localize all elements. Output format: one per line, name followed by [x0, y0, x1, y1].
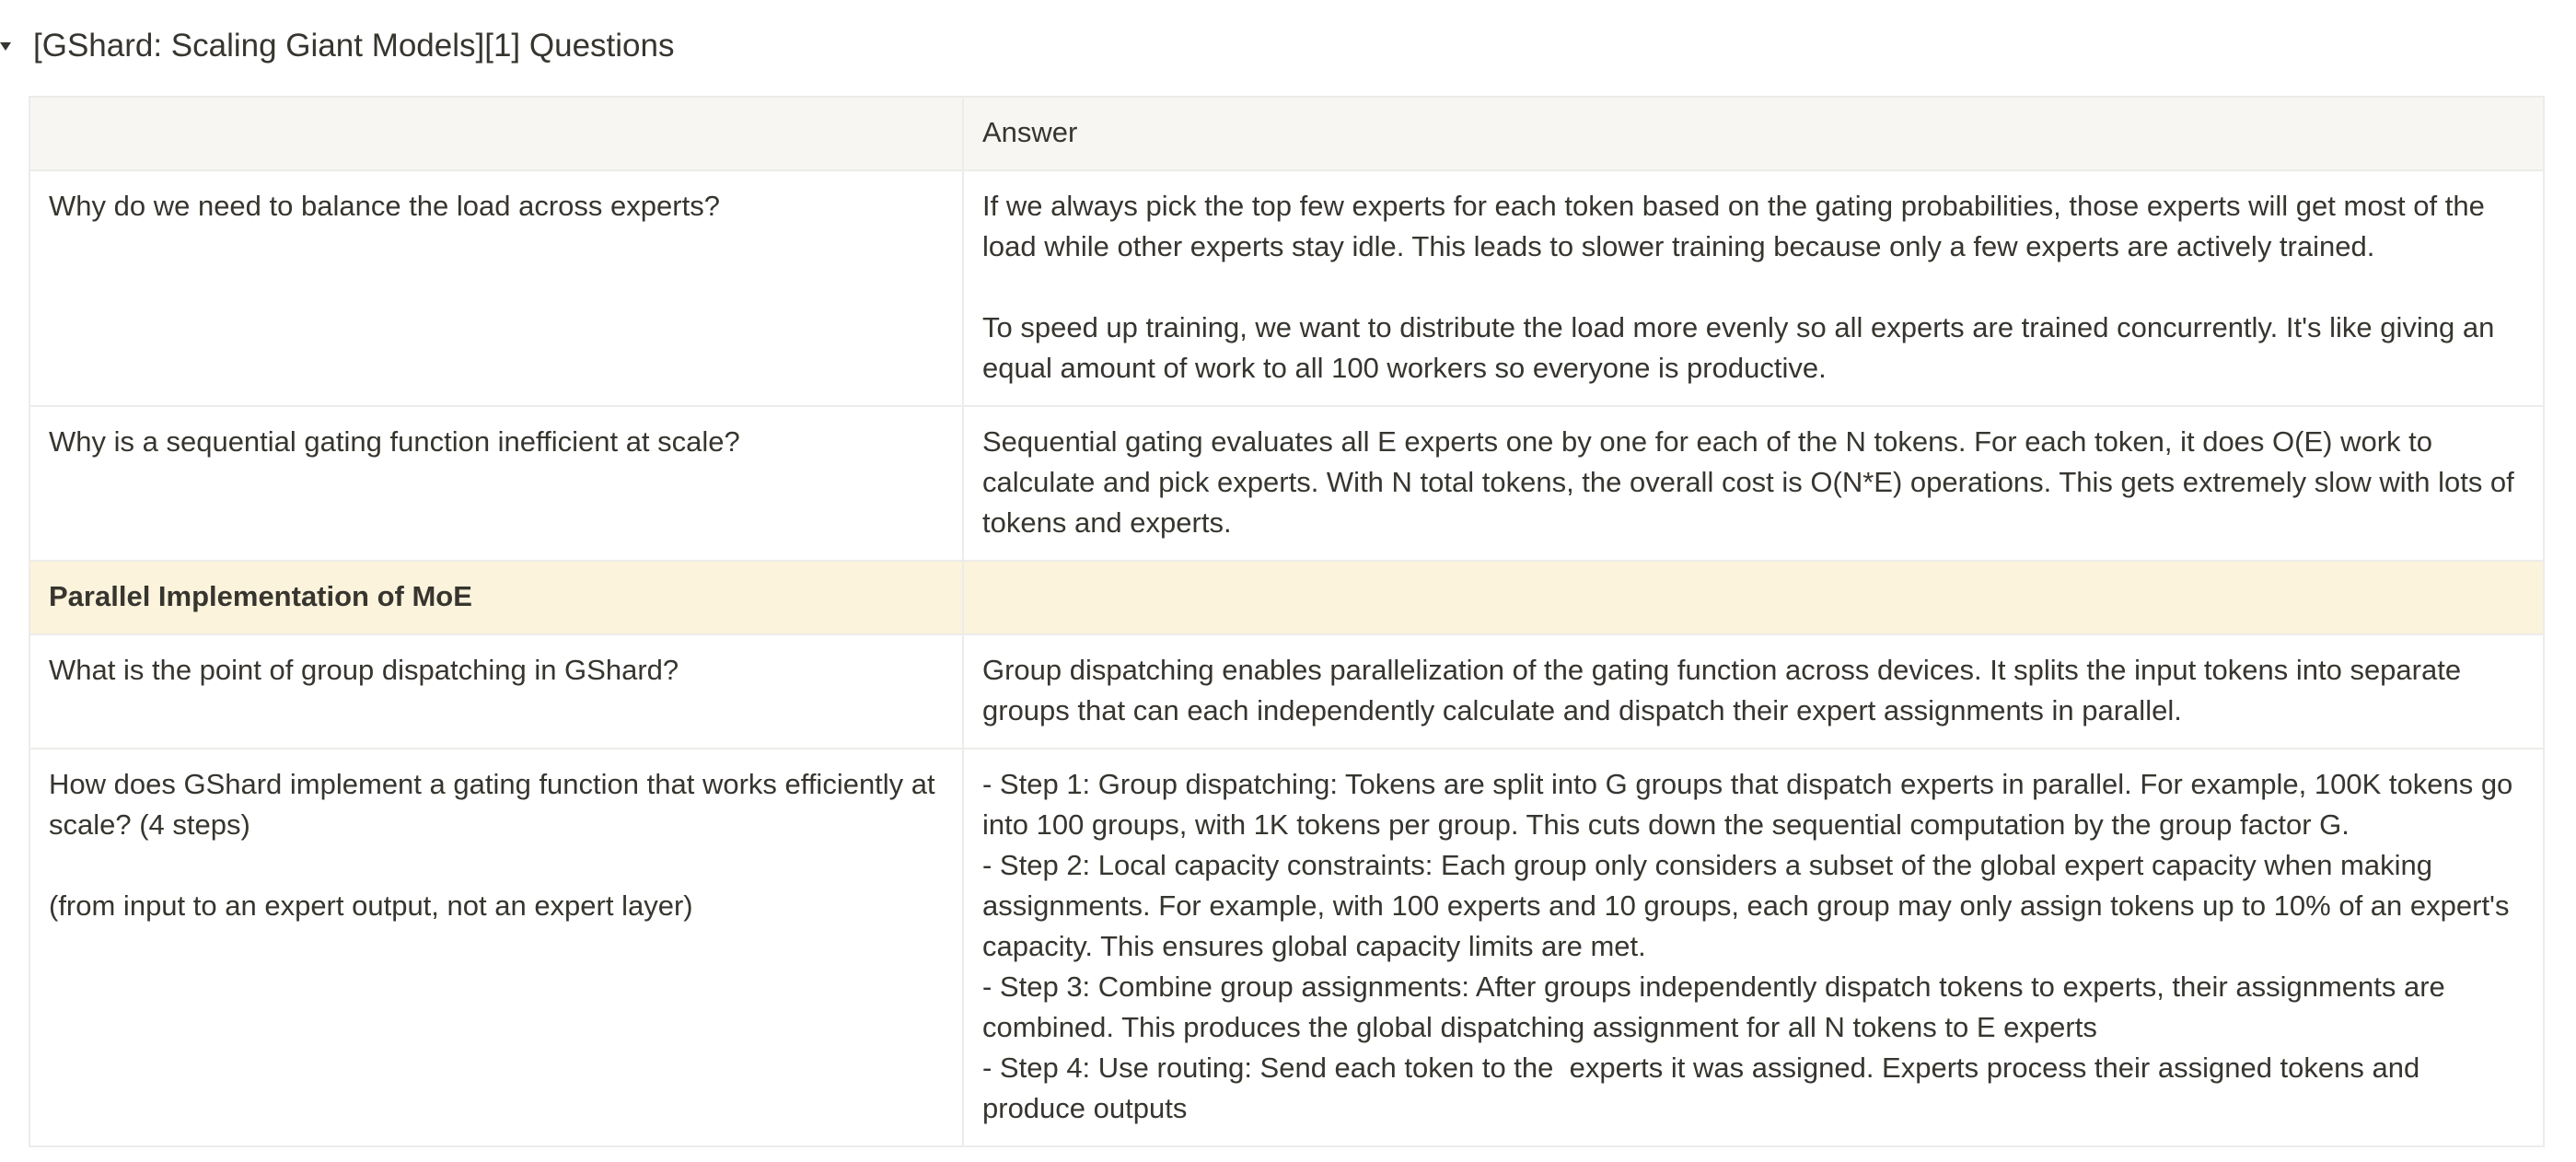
question-cell[interactable]: Why do we need to balance the load across experts?	[29, 170, 963, 406]
header-cell-question[interactable]	[29, 97, 963, 170]
answer-cell[interactable]: - Step 1: Group dispatching: Tokens are split into G groups that dispatch experts in parallel. For example, 100K tokens go into 100 groups, with 1K tokens per group. This cuts down the sequential computation by the group factor G. - Step 2: Local capacity constraints: Each group only considers a subset of the global expert capacity when making assignments. For example, with 100 experts and 10 groups, each group may only assign tokens up to 10% of an expert's capacity. This ensures global capacity limits are met. - Step 3: Combine group assignments: After groups independently dispatch tokens to experts, their assignments are combined. This produces the global dispatching assignment for all N tokens to E experts - Step 4: Use routing: Send each token to the experts it was assigned. Experts process their assigned tokens and produce outputs	[963, 749, 2544, 1146]
table-row	[29, 170, 2544, 406]
answer-cell[interactable]: Group dispatching enables parallelization of the gating function across devices. It splits the input tokens into separate groups that can each independently calculate and dispatch their expert assignments in parallel.	[963, 634, 2544, 749]
answer-cell[interactable]: Sequential gating evaluates all E experts one by one for each of the N tokens. For each token, it does O(E) work to calculate and pick experts. With N total tokens, the overall cost is O(N*E) operations. This gets extremely slow with lots of tokens and experts.	[963, 406, 2544, 561]
table-row	[29, 749, 2544, 1146]
question-cell[interactable]: Why is a sequential gating function inefficient at scale?	[29, 406, 963, 561]
table-header-row	[29, 97, 2544, 170]
answer-cell[interactable]: If we always pick the top few experts for each token based on the gating probabilities, those experts will get most of the load while other experts stay idle. This leads to slower training because only a few experts are actively trained. To speed up training, we want to distribute the load more evenly so all experts are trained concurrently. It's like giving an equal amount of work to all 100 workers so everyone is productive.	[963, 170, 2544, 406]
question-cell[interactable]: How does GShard implement a gating function that works efficiently at scale? (4 steps) (from input to an expert output, not an expert layer)	[29, 749, 963, 1146]
question-cell[interactable]: What is the point of group dispatching in GShard?	[29, 634, 963, 749]
section-title-cell[interactable]: Parallel Implementation of MoE	[29, 561, 963, 634]
qa-table	[29, 96, 2545, 1147]
section-row	[29, 561, 2544, 634]
header-cell-answer[interactable]: Answer	[963, 97, 2544, 170]
section-empty-cell[interactable]	[963, 561, 2544, 634]
toggle-block-header[interactable]	[0, 20, 674, 72]
triangle-down-icon[interactable]	[0, 20, 13, 72]
toggle-title[interactable]: [GShard: Scaling Giant Models][1] Questions	[33, 28, 675, 64]
table-row	[29, 634, 2544, 749]
table-row	[29, 406, 2544, 561]
